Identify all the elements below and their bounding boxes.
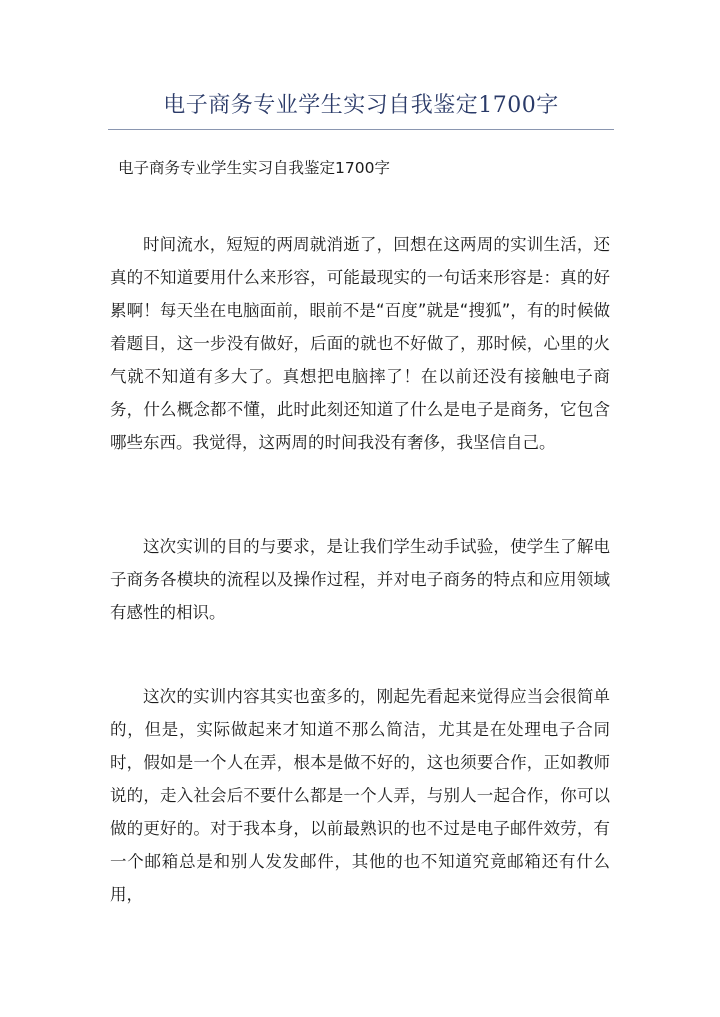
title-divider (108, 129, 614, 130)
document-subtitle: 电子商务专业学生实习自我鉴定1700字 (118, 159, 390, 177)
document-title: 电子商务专业学生实习自我鉴定1700字 (163, 93, 559, 118)
body-paragraph-2: 这次实训的目的与要求，是让我们学生动手试验，使学生了解电子商务各模块的流程以及操作过程，并对电子商务的特点和应用领域有感性的相识。 (110, 537, 610, 622)
body-paragraph-1: 时间流水，短短的两周就消逝了，回想在这两周的实训生活，还真的不知道要用什么来形容，可能最现实的一句话来形容是：真的好累啊！每天坐在电脑面前，眼前不是“百度”就是“搜狐”，有的时候做着题目，这一步没有做好，后面的就也不好做了，那时候，心里的火气就不知道有多大了。真想把电脑摔了！在以前还没有接触电子商务，什么概念都不懂，此时此刻还知道了什么是电子是商务，它包含哪些东西。我觉得，这两周的时间我没有奢侈，我坚信自己。 (110, 235, 610, 452)
body-paragraph-3: 这次的实训内容其实也蛮多的，刚起先看起来觉得应当会很简单的，但是，实际做起来才知道不那么简洁，尤其是在处理电子合同时，假如是一个人在弄，根本是做不好的，这也须要合作，正如教师说的，走入社会后不要什么都是一个人弄，与别人一起合作，你可以做的更好的。对于我本身，以前最熟识的也不过是电子邮件效劳，有一个邮箱总是和别人发发邮件，其他的也不知道究竟邮箱还有什么用， (110, 687, 610, 904)
